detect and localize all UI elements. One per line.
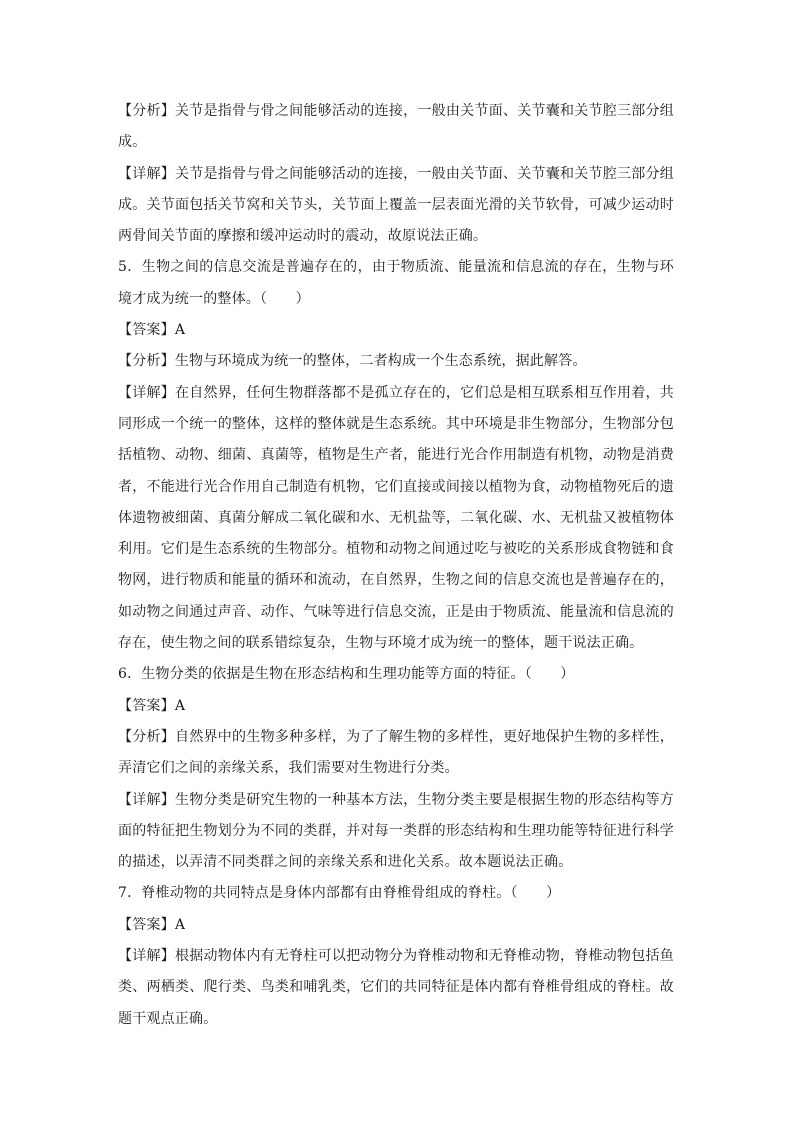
paragraph-label: 【分析】 [118,353,175,370]
paragraph-text: 7．脊椎动物的共同特点是身体内部都有由脊椎骨组成的脊柱。（ ） [118,885,561,902]
paragraph-text: 5．生物之间的信息交流是普遍存在的，由于物质流、能量流和信息流的存在，生物与环境才成为统一的整体。（ ） [118,259,674,307]
paragraph-text: 根据动物体内有无脊柱可以把动物分为脊椎动物和无脊椎动物，脊椎动物包括鱼类、两栖类、爬行类、鸟类和哺乳类，它们的共同特征是体内都有脊椎骨组成的脊柱。故题干观点正确。 [118,948,674,1027]
paragraph-label: 【详解】 [118,165,176,182]
paragraph-text: A [174,322,186,339]
paragraph-text: 关节是指骨与骨之间能够活动的连接，一般由关节面、关节囊和关节腔三部分组成。关节面包括关节窝和关节头，关节面上覆盖一层表面光滑的关节软骨，可减少运动时两骨间关节面的摩擦和缓冲运动时的震动，故原说法正确。 [118,165,674,245]
detail-paragraph [118,378,674,660]
paragraph-text: 关节是指骨与骨之间能够活动的连接，一般由关节面、关节囊和关节腔三部分组成。 [118,103,674,151]
answer-paragraph [118,910,674,941]
question-5 [118,252,674,315]
question-7 [118,878,674,909]
paragraph-label: 【答案】 [118,697,175,714]
analysis-paragraph [118,722,674,785]
paragraph-label: 【详解】 [118,384,176,401]
analysis-paragraph [118,346,674,377]
answer-paragraph [118,315,674,346]
detail-paragraph [118,941,674,1035]
paragraph-label: 【答案】 [118,322,175,339]
paragraph-text: 在自然界，任何生物群落都不是孤立存在的，它们总是相互联系相互作用着，共同形成一个统一的整体，这样的整体就是生态系统。其中环境是非生物部分，生物部分包括植物、动物、细菌、真菌等，植物是生产者，能进行光合作用制造有机物，动物是消费者，不能进行光合作用自己制造有机物，它们直接或间接以植物为食，动物植物死后的遗体遗物被细菌、真菌分解成二氧化碳和水、无机盐等，二氧化碳、水、无机盐又被植物体利用。它们是生态系统的生物部分。植物和动物之间通过吃与被吃的关系形成食物链和食物网，进行物质和能量的循环和流动，在自然界，生物之间的信息交流也是普遍存在的，如动物之间通过声音、动作、气味等进行信息交流，正是由于物质流、能量流和信息流的存在，使生物之间的联系错综复杂，生物与环境才成为统一的整体，题干说法正确。 [118,384,674,652]
paragraph-text: 自然界中的生物多种多样，为了了解生物的多样性，更好地保护生物的多样性，弄清它们之间的亲缘关系，我们需要对生物进行分类。 [118,728,674,777]
question-6 [118,659,674,690]
paragraph-label: 【答案】 [118,916,175,933]
detail-paragraph [118,159,674,253]
analysis-paragraph [118,96,674,159]
paragraph-text: 生物分类是研究生物的一种基本方法，生物分类主要是根据生物的形态结构等方面的特征把生物划分为不同的类群，并对每一类群的形态结构和生理功能等特征进行科学的描述，以弄清不同类群之间的亲缘关系和进化关系。故本题说法正确。 [118,791,674,871]
paragraph-text: A [174,697,186,714]
answer-paragraph [118,691,674,722]
paragraph-text: 生物与环境成为统一的整体，二者构成一个生态系统，据此解答。 [174,353,587,370]
detail-paragraph [118,785,674,879]
paragraph-label: 【分析】 [118,728,176,745]
paragraph-label: 【分析】 [118,103,176,119]
paragraph-label: 【详解】 [118,791,176,808]
paragraph-text: 6．生物分类的依据是生物在形态结构和生理功能等方面的特征。（ ） [118,666,575,683]
paragraph-label: 【详解】 [118,948,176,965]
paragraph-text: A [174,916,186,933]
